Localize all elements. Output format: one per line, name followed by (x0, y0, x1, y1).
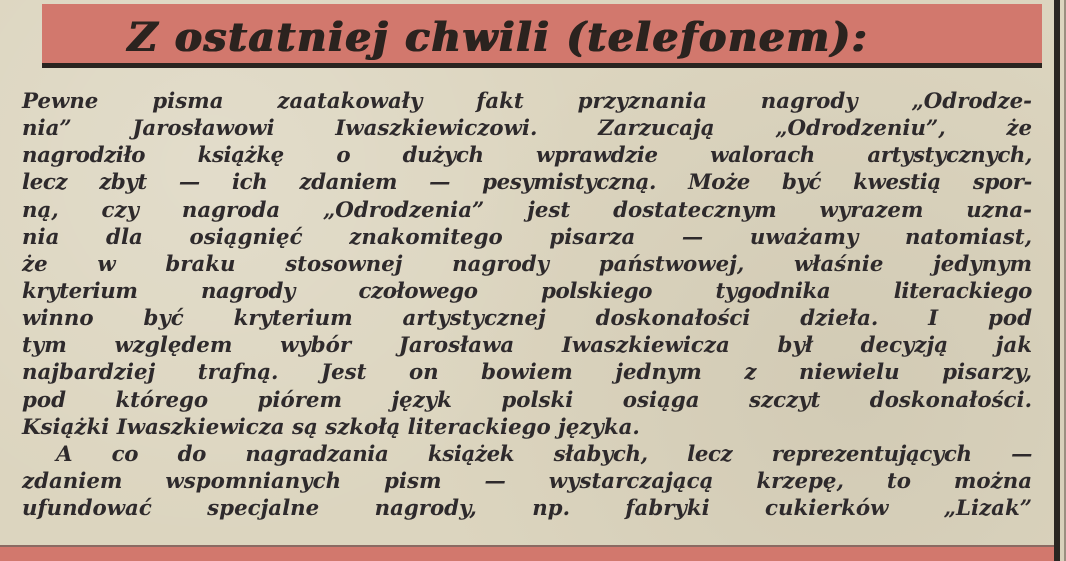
article-line: winno być kryterium artystycznej doskonałości dzieła. I pod (22, 306, 1032, 332)
article-line: nagrodziło książkę o dużych wprawdzie walorach artystycznych, (22, 143, 1032, 169)
headline-banner (42, 4, 1042, 68)
article-line: tym względem wybór Jarosława Iwaszkiewicza był decyzją jak (22, 333, 1032, 359)
column-rule (1054, 0, 1060, 561)
article-line: najbardziej trafną. Jest on bowiem jednym z niewielu pisarzy, (22, 360, 1032, 386)
article-line: nia dla osiągnięć znakomitego pisarza — uważamy natomiast, (22, 224, 1032, 250)
article-line: A co do nagradzania książek słabych, lecz reprezentujących — (56, 441, 1032, 467)
article-line: że w braku stosownej nagrody państwowej, właśnie jedynym (22, 251, 1032, 277)
article-line: Pewne pisma zaatakowały fakt przyznania nagrody „Odrodze- (22, 89, 1032, 114)
article-line: nia” Jarosławowi Iwaszkiewiczowi. Zarzucają „Odrodzeniu”, że (22, 116, 1032, 142)
article-line: pod którego piórem język polski osiąga szczyt doskonałości. (22, 387, 1032, 413)
bottom-banner (0, 547, 1058, 561)
article-line: zdaniem wspomnianych pism — wystarczającą krzepę, to można (22, 468, 1032, 494)
article-body (22, 88, 1032, 522)
article-line: kryterium nagrody czołowego polskiego tygodnika literackiego (22, 278, 1032, 304)
article-line: ną, czy nagroda „Odrodzenia” jest dostatecznym wyrazem uzna- (22, 197, 1032, 223)
headline: Z ostatniej chwili (telefonem): (128, 14, 869, 61)
article-line: Książki Iwaszkiewicza są szkołą literackiego języka. (22, 414, 640, 440)
article-line: lecz zbyt — ich zdaniem — pesymistyczną. Może być kwestią spor- (22, 170, 1032, 196)
article-line: ufundować specjalne nagrody, np. fabryki cukierków „Lizak” (22, 496, 1032, 522)
